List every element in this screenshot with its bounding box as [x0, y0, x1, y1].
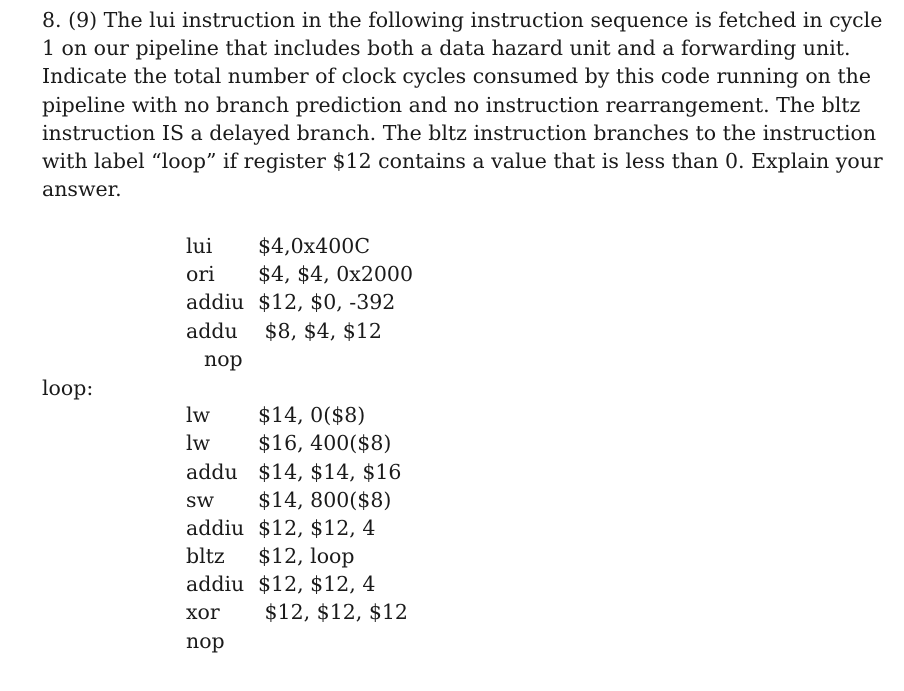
code-line-addiu [186, 514, 413, 542]
code-line-bltz [186, 542, 413, 570]
question-text: 8. (9) The lui instruction in the following instruction sequence is fetched in cycle 1 on our pipeline that includes both a data hazard unit and a forwarding unit. Indicate the total number of clock cycles consumed by this code running on the pipeline with no branch prediction and no instruction rearrangement. The bltz instruction IS a delayed branch. The bltz instruction branches to the instruction with label “loop” if register $12 contains a value that is less than 0. Explain your answer. [42, 8, 883, 202]
opcode: sw [186, 487, 215, 512]
code-line-addiu [186, 288, 413, 316]
opcode: lw [186, 403, 211, 428]
operands: $4, $4, 0x2000 [258, 262, 414, 287]
opcode: addu [186, 318, 238, 343]
operands: $12, loop [258, 544, 355, 569]
opcode: ori [186, 262, 215, 287]
opcode: nop [186, 628, 225, 653]
operands: $14, 0($8) [258, 403, 366, 428]
opcode: lw [186, 431, 211, 456]
code-listing [186, 232, 413, 655]
code-line-sw [186, 486, 413, 514]
code-line-nop [186, 627, 413, 655]
operands: $16, 400($8) [258, 431, 392, 456]
code-line-addu [186, 317, 413, 345]
code-line-addiu [186, 570, 413, 598]
opcode: addiu [186, 515, 245, 540]
code-line-nop [186, 345, 413, 373]
operands: $12, $12, $12 [258, 600, 408, 625]
opcode: xor [186, 600, 220, 625]
operands: $12, $12, 4 [258, 515, 376, 540]
opcode: addiu [186, 572, 245, 597]
code-line-lw [186, 429, 413, 457]
operands: $8, $4, $12 [258, 318, 382, 343]
code-line-ori [186, 260, 413, 288]
code-line-xor [186, 598, 413, 626]
opcode: bltz [186, 544, 225, 569]
operands: $14, 800($8) [258, 487, 392, 512]
code-line-lui [186, 232, 413, 260]
spacer [186, 373, 413, 401]
code-line-lw [186, 401, 413, 429]
operands: $12, $0, -392 [258, 290, 396, 315]
opcode: addiu [186, 290, 245, 315]
loop-label: loop: [42, 376, 94, 400]
opcode: addu [186, 459, 238, 484]
operands: $14, $14, $16 [258, 459, 402, 484]
opcode: lui [186, 234, 213, 258]
code-line-addu [186, 458, 413, 486]
operands: $4,0x400C [258, 234, 371, 258]
opcode: nop [204, 346, 243, 371]
operands: $12, $12, 4 [258, 572, 376, 597]
